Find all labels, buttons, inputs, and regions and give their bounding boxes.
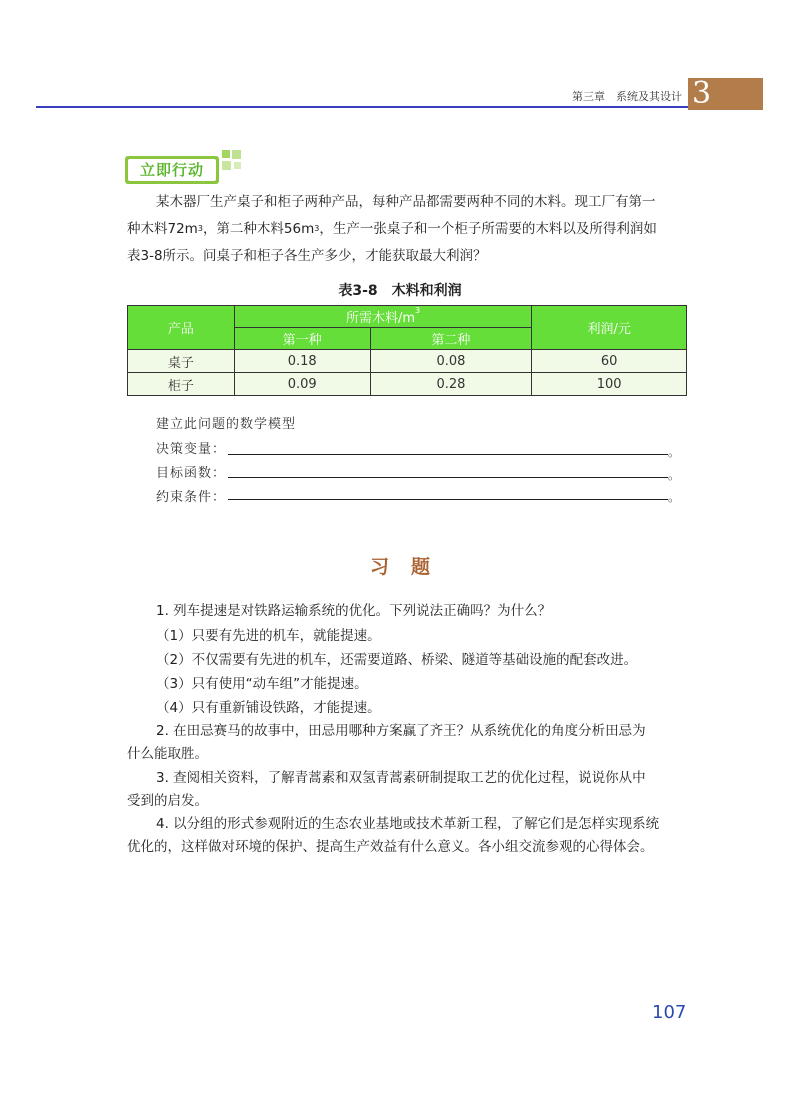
model-intro: 建立此问题的数学模型 — [156, 417, 297, 432]
header-profit: 利润/元 — [532, 306, 687, 350]
decor-square — [222, 150, 230, 158]
objective-blank — [228, 477, 668, 478]
header-wood-text: 所需木料/m — [345, 311, 415, 326]
table-row — [128, 350, 687, 373]
chapter-number: 3 — [692, 76, 712, 111]
end-mark: 。 — [668, 445, 681, 459]
cell-type2: 0.28 — [370, 373, 532, 396]
decision-variables-blank — [228, 454, 668, 455]
cell-type2: 0.08 — [370, 350, 532, 373]
exercise-line: （3）只有使用“动车组”才能提速。 — [156, 676, 368, 692]
exercise-line: （1）只要有先进的机车，就能提速。 — [156, 628, 381, 644]
problem-text: 某木器厂生产桌子和柜子两种产品，每种产品都需要两种不同的木料。现工厂有第一 — [156, 194, 656, 210]
decor-square — [232, 150, 241, 159]
cell-profit: 60 — [532, 350, 687, 373]
exercise-line: 2. 在田忌赛马的故事中，田忌用哪种方案赢了齐王？从系统优化的角度分析田忌为 — [156, 723, 646, 739]
cell-product: 柜子 — [128, 373, 235, 396]
problem-line-1 — [156, 189, 656, 216]
problem-text: ，生产一张桌子和一个柜子所需要的木料以及所得利润如 — [319, 221, 657, 237]
decor-square — [234, 162, 241, 169]
constraints-label: 约束条件： — [156, 490, 227, 505]
decor-square — [222, 161, 231, 170]
exercise-line: 什么能取胜。 — [127, 746, 208, 762]
exercise-line: 1. 列车提速是对铁路运输系统的优化。下列说法正确吗？为什么？ — [156, 603, 552, 619]
exercises-title: 习题 — [369, 556, 452, 578]
exercise-line: 受到的启发。 — [127, 793, 208, 809]
exercise-line: 3. 查阅相关资料，了解青蒿素和双氢青蒿素研制提取工艺的优化过程，说说你从中 — [156, 770, 646, 786]
page-number: 107 — [652, 1002, 687, 1023]
chapter-header-label: 第三章 系统及其设计 — [572, 90, 682, 103]
end-mark: 。 — [668, 490, 681, 504]
problem-line-3 — [127, 243, 487, 270]
cell-product: 桌子 — [128, 350, 235, 373]
exercise-line: 优化的，这样做对环境的保护、提高生产效益有什么意义。各小组交流参观的心得体会。 — [127, 839, 654, 855]
cell-profit: 100 — [532, 373, 687, 396]
problem-text: ，第二种木料56m — [202, 221, 315, 237]
header-product: 产品 — [128, 306, 235, 350]
exercise-line: （4）只有重新铺设铁路，才能提速。 — [156, 700, 381, 716]
table-caption: 表3-8 木料和利润 — [338, 283, 462, 299]
end-mark: 。 — [668, 468, 681, 482]
cell-type1: 0.18 — [234, 350, 370, 373]
constraints-blank — [228, 499, 668, 500]
header-type1: 第一种 — [234, 328, 370, 350]
header-type2: 第二种 — [370, 328, 532, 350]
problem-text: 表3-8所示。问桌子和柜子各生产多少，才能获取最大利润？ — [127, 248, 487, 264]
table-row — [128, 373, 687, 396]
wood-profit-table — [127, 305, 687, 396]
header-wood — [234, 306, 531, 328]
cell-type1: 0.09 — [234, 373, 370, 396]
decision-variables-label: 决策变量： — [156, 442, 227, 457]
superscript: 3 — [197, 224, 203, 233]
objective-label: 目标函数： — [156, 466, 227, 481]
exercise-line: （2）不仅需要有先进的机车，还需要道路、桥梁、隧道等基础设施的配套改进。 — [156, 652, 638, 668]
superscript: 3 — [415, 306, 421, 315]
action-title: 立即行动 — [139, 161, 204, 179]
superscript: 3 — [314, 224, 320, 233]
problem-line-2 — [127, 216, 657, 243]
exercise-line: 4. 以分组的形式参观附近的生态农业基地或技术革新工程，了解它们是怎样实现系统 — [156, 816, 660, 832]
header-rule — [36, 106, 688, 108]
problem-text: 种木料72m — [127, 221, 198, 237]
